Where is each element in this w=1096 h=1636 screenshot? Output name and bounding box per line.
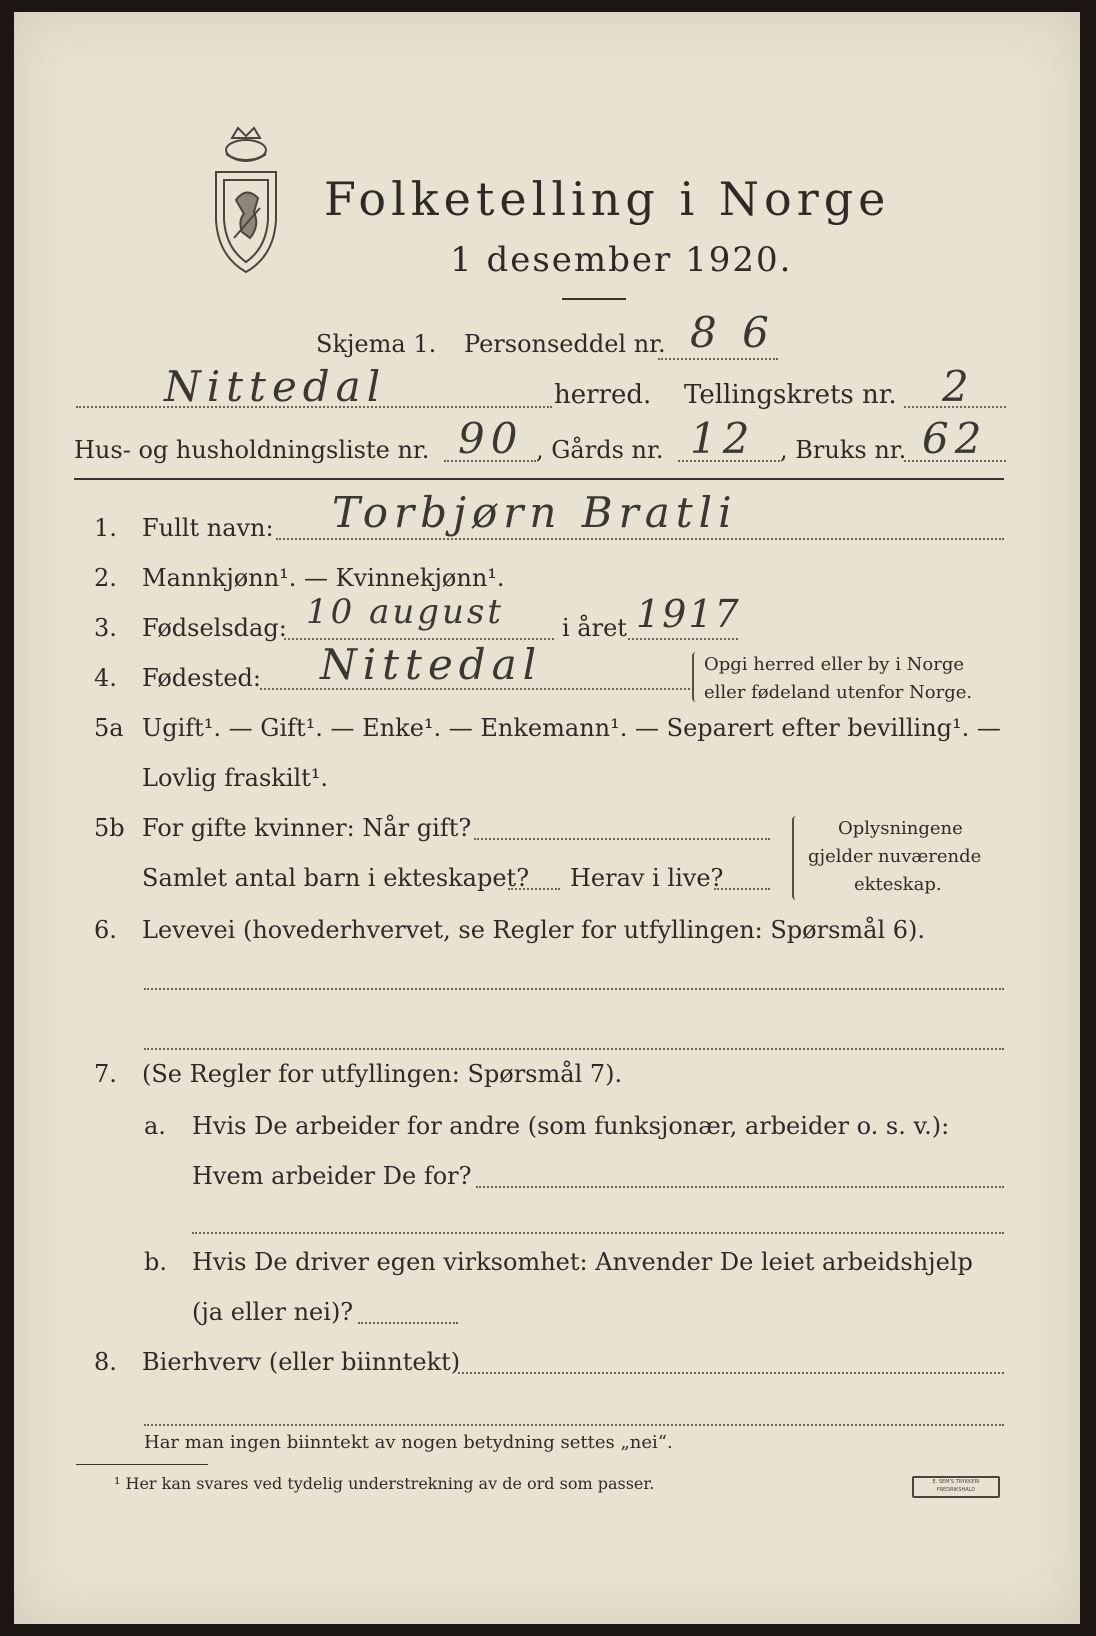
census-date: 1 desember 1920.	[450, 240, 793, 280]
q7a-line-1	[476, 1186, 1004, 1188]
q3-year-label: i året	[562, 614, 627, 642]
q1-number: 1.	[94, 514, 117, 542]
bruks-label: , Bruks nr.	[780, 436, 907, 464]
gards-value: 12	[690, 414, 756, 463]
husholdningsliste-value: 90	[458, 414, 524, 463]
q8-label: Bierhverv (eller biinntekt)	[142, 1348, 461, 1376]
bruks-value: 62	[922, 414, 988, 463]
q8-line-1	[458, 1372, 1004, 1374]
form-title: Folketelling i Norge	[324, 172, 891, 226]
q7b-label: Hvis De driver egen virksomhet: Anvender De leiet arbeidshjelp	[192, 1248, 973, 1276]
q1-line	[276, 538, 1004, 540]
q6-line-2	[144, 1048, 1004, 1050]
q2-number: 2.	[94, 564, 117, 592]
q3-value: 10 august	[306, 592, 505, 632]
skjema-label: Skjema 1.	[316, 330, 437, 358]
q8-note: Har man ingen biinntekt av nogen betydning settes „nei“.	[144, 1432, 673, 1453]
q7a-label: Hvis De arbeider for andre (som funksjonær, arbeider o. s. v.):	[192, 1112, 950, 1140]
husholdningsliste-label: Hus- og husholdningsliste nr.	[74, 436, 430, 464]
q7a-label-2: Hvem arbeider De for?	[192, 1162, 472, 1190]
q5b-alive-line	[714, 888, 770, 890]
q7b-line	[358, 1322, 458, 1324]
q6-label: Levevei (hovederhvervet, se Regler for utfyllingen: Spørsmål 6).	[142, 916, 926, 944]
q5b-number: 5b	[94, 814, 125, 842]
printer-stamp-text: E. SEM'S TRYKKERI FREDRIKSHALD	[932, 1479, 980, 1493]
q4-brace	[692, 652, 700, 702]
q8-number: 8.	[94, 1348, 117, 1376]
q1-value: Torbjørn Bratli	[332, 488, 738, 537]
footnote-divider	[76, 1464, 208, 1465]
section-divider	[74, 478, 1004, 480]
tellingskrets-label: Tellingskrets nr.	[684, 380, 897, 410]
gards-label: , Gårds nr.	[536, 436, 664, 464]
q5b-brace	[792, 816, 800, 900]
q6-number: 6.	[94, 916, 117, 944]
q3-year-value: 1917	[636, 592, 741, 636]
personseddel-value: 8 6	[690, 308, 775, 357]
q5b-note-1: Oplysningene	[838, 818, 963, 839]
q6-line-1	[144, 988, 1004, 990]
q3-year-line	[628, 638, 738, 640]
census-form-page	[14, 12, 1080, 1624]
q3-number: 3.	[94, 614, 117, 642]
norwegian-coat-of-arms-icon	[204, 120, 288, 280]
q5a-label-2: Lovlig fraskilt¹.	[142, 764, 329, 792]
q4-note-2: eller fødeland utenfor Norge.	[704, 682, 973, 703]
q2-label: Mannkjønn¹. — Kvinnekjønn¹.	[142, 564, 505, 592]
q5b-label-2: Samlet antal barn i ekteskapet?	[142, 864, 530, 892]
q4-note-1: Opgi herred eller by i Norge	[704, 654, 965, 675]
printer-stamp	[912, 1476, 1000, 1498]
personseddel-line	[658, 358, 778, 360]
q5b-children-line	[508, 888, 560, 890]
personseddel-label: Personseddel nr.	[464, 330, 666, 358]
herred-label: herred.	[554, 380, 652, 410]
q7-label: (Se Regler for utfyllingen: Spørsmål 7).	[142, 1060, 623, 1088]
herred-value: Nittedal	[164, 362, 387, 411]
q7b-letter: b.	[144, 1248, 167, 1276]
q7a-letter: a.	[144, 1112, 166, 1140]
q4-value: Nittedal	[320, 640, 543, 689]
q4-label: Fødested:	[142, 664, 261, 692]
tellingskrets-value: 2	[942, 362, 975, 411]
q1-label: Fullt navn:	[142, 514, 274, 542]
header-divider	[562, 298, 626, 300]
q7-number: 7.	[94, 1060, 117, 1088]
q5b-label-3: Herav i live?	[570, 864, 724, 892]
q3-label: Fødselsdag:	[142, 614, 287, 642]
q5b-note-2: gjelder nuværende	[808, 846, 982, 867]
q5b-note-3: ekteskap.	[854, 874, 942, 895]
q7a-line-2	[192, 1232, 1004, 1234]
q7b-label-2: (ja eller nei)?	[192, 1298, 354, 1326]
footnote: ¹ Her kan svares ved tydelig understrekning av de ord som passer.	[114, 1474, 655, 1493]
q4-number: 4.	[94, 664, 117, 692]
q5a-label: Ugift¹. — Gift¹. — Enke¹. — Enkemann¹. — Separert efter bevilling¹. —	[142, 714, 1001, 742]
q5b-label: For gifte kvinner: Når gift?	[142, 814, 472, 842]
q5a-number: 5a	[94, 714, 124, 742]
q5b-married-line	[474, 838, 770, 840]
q8-line-2	[144, 1424, 1004, 1426]
